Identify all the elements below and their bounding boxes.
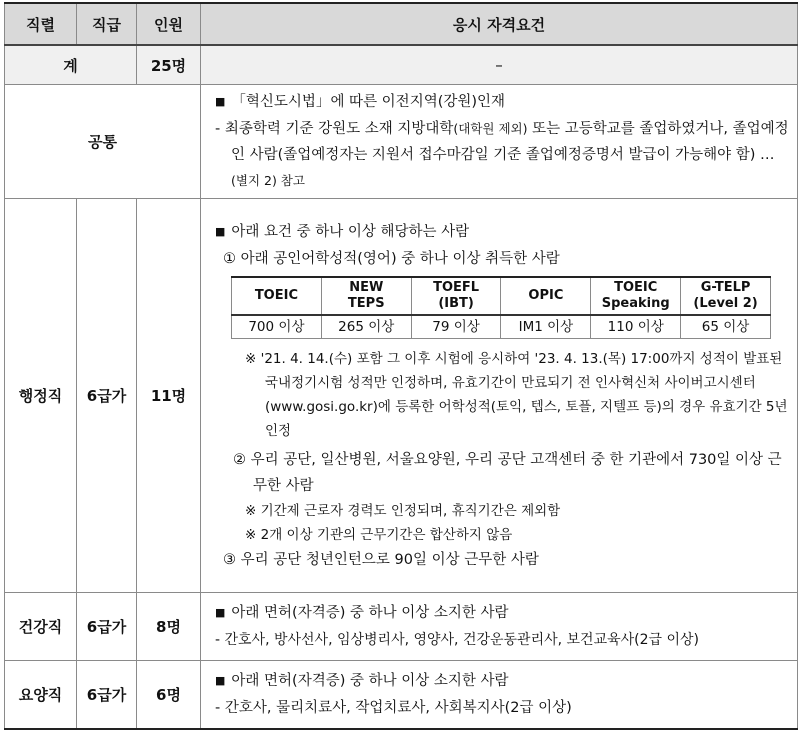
lang-header-teps: NEW TEPS bbox=[321, 277, 411, 315]
language-value-row bbox=[232, 315, 771, 339]
admin-row bbox=[5, 199, 798, 593]
common-row bbox=[5, 85, 798, 199]
header-requirements: 응시 자격요건 bbox=[201, 3, 798, 45]
common-requirements bbox=[201, 85, 798, 199]
care-row bbox=[5, 661, 798, 729]
admin-series: 행정직 bbox=[5, 199, 77, 593]
header-row bbox=[5, 3, 798, 45]
total-row bbox=[5, 45, 798, 85]
care-bullet: ■ 아래 면허(자격증) 중 하나 이상 소지한 사람 bbox=[209, 668, 789, 695]
admin-item-2: ② 우리 공단, 일산병원, 서울요양원, 우리 공단 고객센터 중 한 기관에서 730일 이상 근무한 사람 bbox=[233, 451, 782, 494]
care-detail: - 간호사, 물리치료사, 작업치료사, 사회복지사(2급 이상) bbox=[215, 699, 572, 716]
lang-header-toefl: TOEFL (IBT) bbox=[411, 277, 501, 315]
lang-header-opic: OPIC bbox=[501, 277, 591, 315]
admin-bullet: ■ 아래 요건 중 하나 이상 해당하는 사람 bbox=[209, 219, 789, 246]
health-detail: - 간호사, 방사선사, 임상병리사, 영양사, 건강운동관리사, 보건교육사(2급 이상) bbox=[215, 632, 700, 648]
common-label: 공통 bbox=[5, 85, 201, 199]
header-count: 인원 bbox=[137, 3, 201, 45]
health-requirements bbox=[201, 593, 798, 661]
header-series: 직렬 bbox=[5, 3, 77, 45]
health-grade: 6급가 bbox=[77, 593, 137, 661]
care-grade: 6급가 bbox=[77, 661, 137, 729]
total-requirements: – bbox=[201, 45, 798, 85]
common-detail-d: (별지 2) 참고 bbox=[231, 173, 305, 188]
total-count: 25명 bbox=[137, 45, 201, 85]
lang-header-gtelp: G-TELP (Level 2) bbox=[681, 277, 771, 315]
admin-count: 11명 bbox=[137, 199, 201, 593]
header-grade: 직급 bbox=[77, 3, 137, 45]
common-detail-c: 또는 고등학교를 졸업하였거나, 졸업예정인 사람(졸업예정자는 지원서 접수마감일 기준 졸업예정증명서 발급이 가능해야 함) … bbox=[231, 121, 789, 163]
lang-value-opic: IM1 이상 bbox=[501, 315, 591, 339]
total-label: 계 bbox=[5, 45, 137, 85]
health-series: 건강직 bbox=[5, 593, 77, 661]
health-count: 8명 bbox=[137, 593, 201, 661]
admin-item-3: ③ 우리 공단 청년인턴으로 90일 이상 근무한 사람 bbox=[223, 551, 539, 568]
lang-value-toefl: 79 이상 bbox=[411, 315, 501, 339]
admin-requirements bbox=[201, 199, 798, 593]
admin-item-1: ① 아래 공인어학성적(영어) 중 하나 이상 취득한 사람 bbox=[223, 250, 560, 267]
lang-header-toeic-speaking: TOEIC Speaking bbox=[591, 277, 681, 315]
language-score-table bbox=[231, 276, 771, 339]
admin-note-3: ※ 2개 이상 기관의 근무기간은 합산하지 않음 bbox=[245, 526, 513, 543]
lang-value-gtelp: 65 이상 bbox=[681, 315, 771, 339]
common-detail-a: - 최종학력 기준 강원도 소재 지방대학 bbox=[215, 121, 454, 137]
care-count: 6명 bbox=[137, 661, 201, 729]
admin-note-2: ※ 기간제 근로자 경력도 인정되며, 휴직기간은 제외함 bbox=[245, 502, 561, 519]
lang-header-toeic: TOEIC bbox=[232, 277, 322, 315]
requirements-table bbox=[4, 2, 798, 730]
admin-note-1: ※ '21. 4. 14.(수) 포함 그 이후 시험에 응시하여 '23. 4. 13.(목) 17:00까지 성적이 발표된 국내정기시험 성적만 인정하며, 유효기간이 만료되기 전 인사혁신처 사이버고시센터(www.gosi.go.kr)에 등록한 어학성적(토익, 텝스, 토플, 지텔프 등)의 경우 유효기간 5년 인정 bbox=[245, 350, 788, 439]
common-detail bbox=[209, 116, 789, 194]
admin-grade: 6급가 bbox=[77, 199, 137, 593]
lang-value-toeic: 700 이상 bbox=[232, 315, 322, 339]
language-header-row bbox=[232, 277, 771, 315]
common-bullet: ■ 「혁신도시법」에 따른 이전지역(강원)인재 bbox=[209, 89, 789, 116]
care-requirements bbox=[201, 661, 798, 729]
health-bullet: ■ 아래 면허(자격증) 중 하나 이상 소지한 사람 bbox=[209, 600, 789, 627]
care-series: 요양직 bbox=[5, 661, 77, 729]
common-detail-b: (대학원 제외) bbox=[453, 121, 528, 136]
health-row bbox=[5, 593, 798, 661]
lang-value-teps: 265 이상 bbox=[321, 315, 411, 339]
lang-value-toeic-speaking: 110 이상 bbox=[591, 315, 681, 339]
